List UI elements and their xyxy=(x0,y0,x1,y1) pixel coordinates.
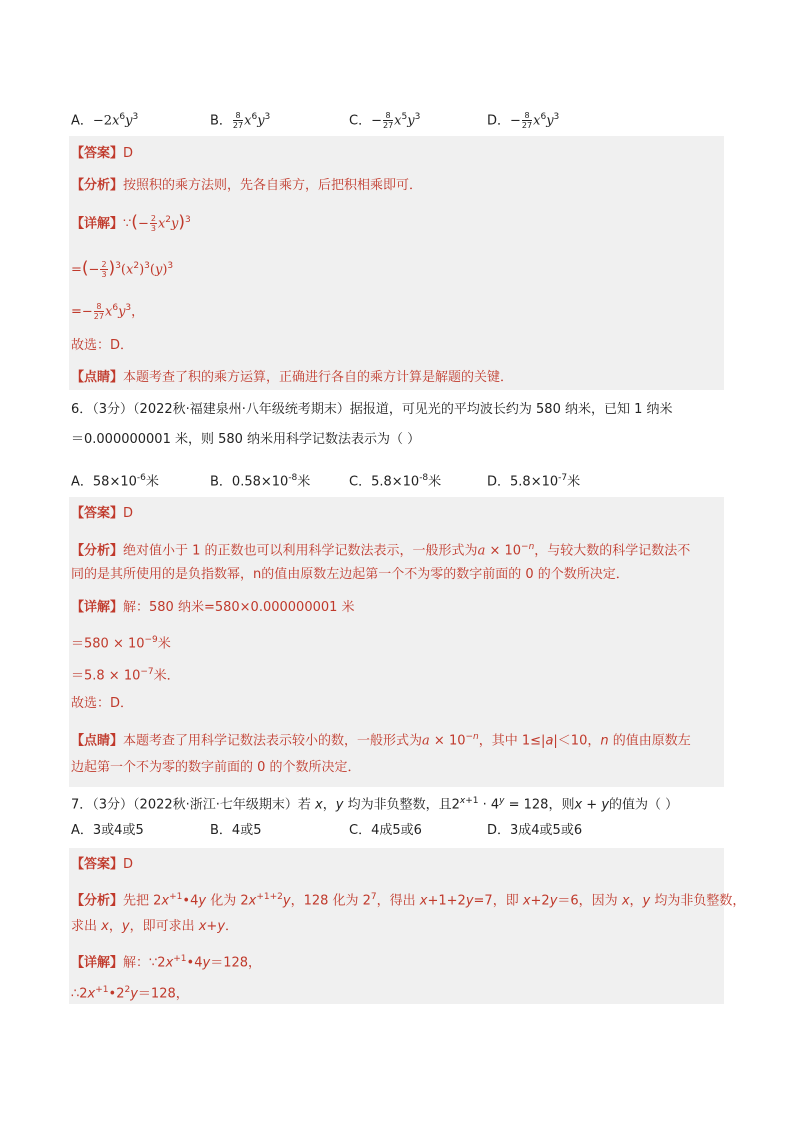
q6-detail-line-4: 故选：D． xyxy=(71,696,134,711)
q6-options xyxy=(71,467,731,489)
q7-detail-line-1: 【详解】解：$\because 2x^{+1}•4y=128$， xyxy=(71,954,262,971)
q5-detail-line-2: =(− $\frac{2}{3}$ )$^3(x^2)^3(y)^3$ xyxy=(71,258,174,280)
q6-detail-line-1: 【详解】解：580 纳米=580×0.000000001 米 xyxy=(71,600,355,615)
q6-stem-line-2: ＝0.000000001 米，则 580 纳米用科学记数法表示为（ ） xyxy=(71,432,421,447)
q5-analysis: 【分析】按照积的乘方法则，先各自乘方，后把积相乘即可． xyxy=(71,178,423,193)
q5-detail-line-1: 【详解】∵(− $\frac{2}{3}$ $x^2y)^3$ xyxy=(71,212,191,234)
q7-stem: 7．（3分）（2022秋·浙江·七年级期末）若 x，y 均为非负整数，且$2^{x+1} \cdot 4^y = 128$，则x + y的值为（ ） xyxy=(71,796,679,813)
q6-option-a: A．$58\times 10^{-6}$米 xyxy=(71,473,159,490)
q7-option-b: B．4或5 xyxy=(210,823,262,838)
q5-option-a: A．$-2x^6y^3$ xyxy=(71,112,139,129)
q7-options xyxy=(71,820,731,842)
q6-detail-line-3: $=5.8 \times 10^{-7}$米． xyxy=(71,667,180,684)
q6-comment-line-1: 【点睛】本题考查了用科学记数法表示较小的数，一般形式为$a \times 10^{-n}$，其中 1≤|a|＜10，n 的值由原数左 xyxy=(71,732,691,749)
q6-option-d: D．$5.8\times 10^{-7}$米 xyxy=(487,473,581,490)
q6-stem-line-1: 6．（3分）（2022秋·福建泉州·八年级统考期末）据报道，可见光的平均波长约为 580 纳米，已知 1 纳米 xyxy=(71,402,673,417)
q7-option-a: A．3或4或5 xyxy=(71,823,144,838)
q7-detail-line-2: $\therefore 2x^{+1}•2^2y=128$， xyxy=(71,985,189,1002)
q5-detail-line-3: =− $\frac{8}{27}$ $x^6y^3$， xyxy=(71,302,145,322)
q6-analysis-line-1: 【分析】绝对值小于 1 的正数也可以利用科学记数法表示，一般形式为$a \times 10^{-n}$，与较大数的科学记数法不 xyxy=(71,542,691,559)
q6-analysis-line-2: 同的是其所使用的是负指数幂，n的值由原数左边起第一个不为零的数字前面的 0 的个数所决定． xyxy=(71,567,629,582)
q5-option-c: C．− $\frac{8}{27}$ $x^5y^3$ xyxy=(349,111,421,131)
q6-detail-line-2: $=580 \times 10^{-9}$米 xyxy=(71,635,171,652)
q5-answer: 【答案】D xyxy=(71,146,134,161)
q7-analysis-line-2: 求出 x，y，即可求出 x+y． xyxy=(71,919,239,934)
q5-detail-line-4: 故选：D． xyxy=(71,338,134,353)
q7-answer: 【答案】D xyxy=(71,857,134,872)
q6-answer: 【答案】D xyxy=(71,506,134,521)
q5-comment: 【点睛】本题考查了积的乘方运算，正确进行各自的乘方计算是解题的关键． xyxy=(71,370,514,385)
q7-analysis-line-1: 【分析】先把 $2x^{+1}•4y$ 化为 $2x^{+1+2}y$，128 化为 $2^7$，得出 x+1+2y=7，即 x+2y＝6，因为 x，y 均为非负整数， xyxy=(71,892,746,909)
q7-option-d: D．3成4或5或6 xyxy=(487,823,583,838)
q7-option-c: C．4成5或6 xyxy=(349,823,422,838)
q6-option-c: C．$5.8\times 10^{-8}$米 xyxy=(349,473,442,490)
q5-option-b: B． $\frac{8}{27}$ $x^6y^3$ xyxy=(210,111,271,131)
q6-option-b: B．$0.58\times 10^{-8}$米 xyxy=(210,473,311,490)
q5-option-d: D．− $\frac{8}{27}$ $x^6y^3$ xyxy=(487,111,560,131)
q6-comment-line-2: 边起第一个不为零的数字前面的 0 的个数所决定． xyxy=(71,760,361,775)
q5-options xyxy=(71,106,731,131)
